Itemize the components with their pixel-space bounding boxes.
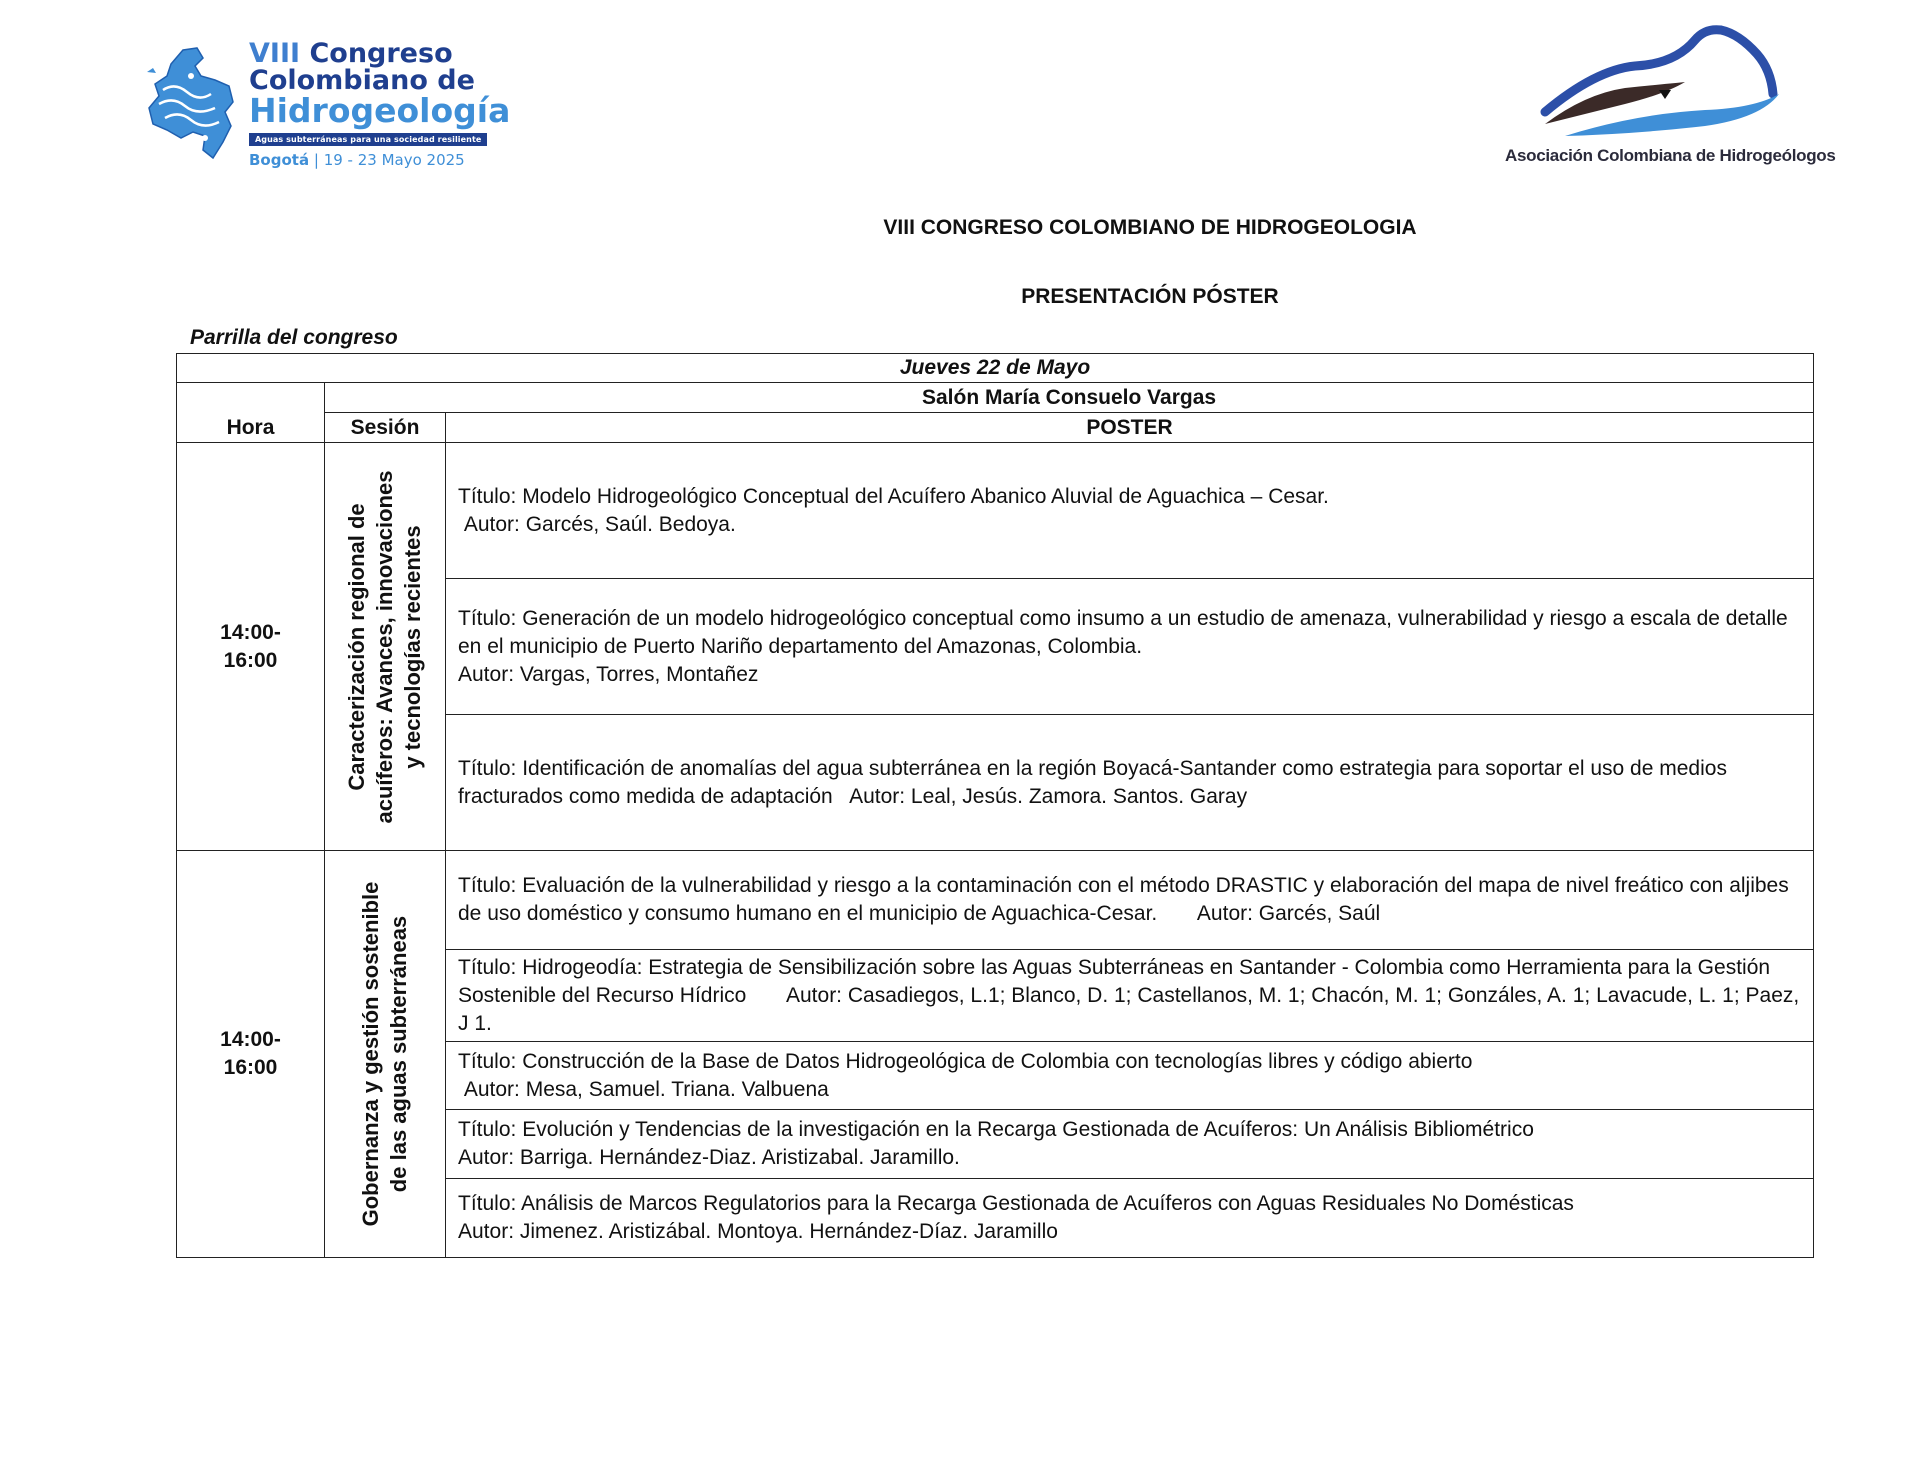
room-row [177, 383, 1814, 413]
logo-date: Bogotá | 19 - 23 Mayo 2025 [249, 151, 465, 169]
association-name: Asociación Colombiana de Hidrogeólogos [1505, 146, 1836, 165]
schedule-table [176, 353, 1814, 1258]
table-row [177, 443, 1814, 579]
document-subtitle: PRESENTACIÓN PÓSTER [1021, 285, 1279, 308]
room-header: Salón María Consuelo Vargas [325, 383, 1814, 413]
poster-author: Autor: Vargas, Torres, Montañez [458, 662, 759, 686]
session-label: Caracterización regional de acuíferos: Avances, innovaciones y tecnologías recientes [344, 470, 425, 823]
day-header: Jueves 22 de Mayo [177, 354, 1814, 383]
poster-entry [446, 851, 1814, 950]
table-row [177, 851, 1814, 950]
logo-line-3: Hidrogeología [249, 91, 511, 130]
association-logo [1505, 20, 1836, 180]
poster-header: POSTER [446, 413, 1814, 443]
poster-title: Título: Hidrogeodía: Estrategia de Sensibilización sobre las Aguas Subterráneas en Santander - Colombia como Herramienta para la Gestión Sostenible del Recurso Hídrico Autor: Casadiegos, L.1; Blanco, D. 1; Castellanos, M. 1; Chacón, M. 1; Gonzáles, A. 1; Lavacude, L. 1; Paez, J 1. [458, 955, 1806, 1035]
poster-title: Título: Construcción de la Base de Datos Hidrogeológica de Colombia con tecnologías libres y código abierto [458, 1049, 1473, 1073]
hora-header: Hora [177, 383, 325, 443]
sesion-header: Sesión [325, 413, 446, 443]
poster-entry [446, 579, 1814, 715]
time-label: 14:00- 16:00 [220, 1028, 281, 1079]
poster-entry [446, 1179, 1814, 1258]
poster-entry [446, 1042, 1814, 1110]
logo-line-1: VIII Congreso [249, 38, 453, 69]
poster-title: Título: Análisis de Marcos Regulatorios para la Recarga Gestionada de Acuíferos con Aguas Residuales No Domésticas [458, 1192, 1574, 1215]
poster-title: Título: Identificación de anomalías del agua subterránea en la región Boyacá-Santander como estrategia para soportar el uso de medios fracturados como medida de adaptación Autor: Leal, Jesús. Zamora. Santos. Garay [458, 756, 1733, 808]
session-label: Gobernanza y gestión sostenible de las aguas subterráneas [358, 881, 411, 1227]
poster-entry [446, 715, 1814, 851]
poster-entry [446, 443, 1814, 579]
time-cell [177, 851, 325, 1258]
logo-line-2: Colombiano de [249, 65, 475, 96]
event-logo [145, 38, 511, 170]
poster-author: Autor: Jimenez. Aristizábal. Montoya. Hernández-Díaz. Jaramillo [458, 1220, 1058, 1243]
section-label: Parrilla del congreso [190, 326, 398, 349]
session-cell [325, 851, 446, 1258]
poster-author: Autor: Garcés, Saúl. Bedoya. [458, 512, 736, 536]
poster-author: Autor: Barriga. Hernández-Diaz. Aristizabal. Jaramillo. [458, 1146, 960, 1169]
poster-title: Título: Generación de un modelo hidrogeológico conceptual como insumo a un estudio de amenaza, vulnerabilidad y riesgo a escala de detalle en el municipio de Puerto Nariño departamento del Amazonas, Colombia. [458, 606, 1794, 658]
poster-title: Título: Evaluación de la vulnerabilidad y riesgo a la contaminación con el método DRASTIC y elaboración del mapa de nivel freático con aljibes de uso doméstico y consumo humano en el municipio de Aguachica-Cesar. Autor: Garcés, Saúl [458, 874, 1795, 925]
poster-entry [446, 1110, 1814, 1179]
time-label: 14:00- 16:00 [220, 620, 281, 672]
poster-entry [446, 950, 1814, 1042]
time-cell [177, 443, 325, 851]
mountain-logo-icon [1525, 20, 1805, 140]
poster-title: Título: Modelo Hidrogeológico Conceptual del Acuífero Abanico Aluvial de Aguachica – Cesar. [458, 484, 1329, 508]
logo-tagline: Aguas subterráneas para una sociedad resiliente [249, 133, 487, 146]
poster-author: Autor: Mesa, Samuel. Triana. Valbuena [458, 1077, 829, 1101]
document-title: VIII CONGRESO COLOMBIANO DE HIDROGEOLOGIA [883, 216, 1417, 239]
colombia-map-icon [145, 46, 235, 164]
event-logo-text [249, 40, 511, 169]
column-header-row [177, 413, 1814, 443]
session-cell [325, 443, 446, 851]
poster-title: Título: Evolución y Tendencias de la investigación en la Recarga Gestionada de Acuíferos: Un Análisis Bibliométrico [458, 1118, 1534, 1141]
day-row [177, 354, 1814, 383]
